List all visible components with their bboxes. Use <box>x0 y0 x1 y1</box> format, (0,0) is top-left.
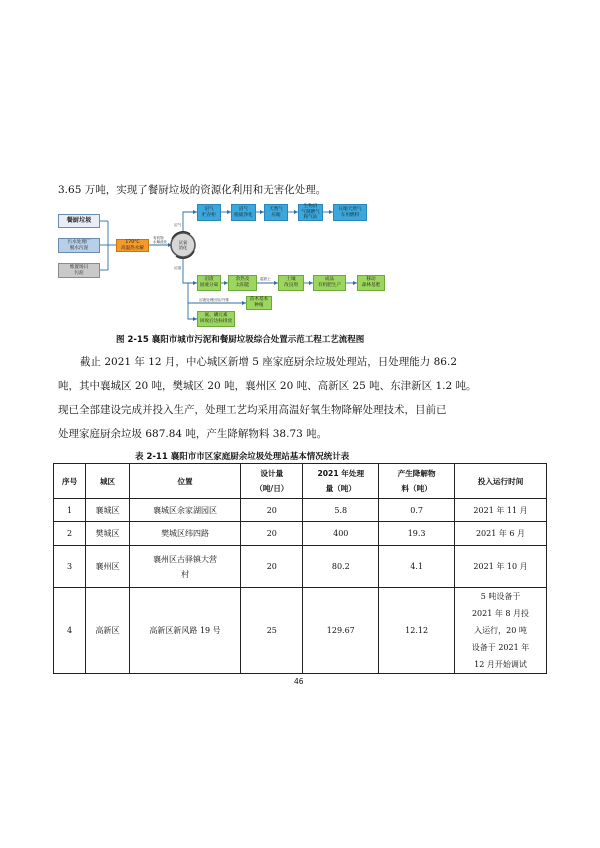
process-flowchart <box>0 0 600 340</box>
biogas-step-3: 天然气 压缩 <box>264 204 288 221</box>
biogas-step-5: 压缩天然气 车用燃料 <box>333 204 367 221</box>
hydrolysis-box: 170°C 高温热水解 <box>116 239 149 252</box>
biogas-step-1: 沼气 贮存柜 <box>197 204 221 221</box>
solid-step-4: 成品 有机肥生产 <box>313 275 346 291</box>
body-line-3: 现已全部建设完成并投入生产，处理工艺均采用高温好氧生物降解处理技术，目前已 <box>58 404 447 416</box>
cell-processed: 129.67 <box>303 588 379 674</box>
table-caption: 表 2-11 襄阳市市区家庭厨余垃圾处理站基本情况统计表 <box>135 452 350 462</box>
figure-caption: 图 2-15 襄阳市城市污泥和餐厨垃圾综合处置示范工程工艺流程图 <box>116 335 365 345</box>
header-processed: 2021 年处理 量（吨） <box>303 464 379 499</box>
cell-start-time: 5 吨设备于 2021 年 8 月投 入运行，20 吨 设备于 2021 年 12 月开始调试 <box>455 588 547 674</box>
cell-start-time: 2021 年 11 月 <box>455 499 547 522</box>
table-row <box>54 499 547 522</box>
cell-output: 19.3 <box>379 522 455 546</box>
seedling-box: 苗木基本 种植 <box>246 296 272 310</box>
cell-output: 0.7 <box>379 499 455 522</box>
cell-location: 襄州区古驿镇大营 村 <box>129 546 240 588</box>
table-row <box>54 588 547 674</box>
cell-index: 4 <box>54 588 86 674</box>
table-header-row <box>54 464 547 499</box>
intro-text: 3.65 万吨，实现了餐厨垃圾的资源化利用和无害化处理。 <box>58 184 327 196</box>
table-row <box>54 546 547 588</box>
liquid-note: 沼液处理回用/外排 <box>199 298 229 302</box>
stations-table <box>53 463 547 674</box>
cell-district: 襄州区 <box>86 546 130 588</box>
header-output: 产生降解物 料（吨） <box>379 464 455 499</box>
cell-processed: 400 <box>303 522 379 546</box>
cell-index: 3 <box>54 546 86 588</box>
body-line-1: 截止 2021 年 12 月，中心城区新增 5 座家庭厨余垃圾处理站，日处理能力 86.2 <box>80 356 458 368</box>
cell-capacity: 20 <box>241 546 303 588</box>
solid-step-5: 移动 森林基肥 <box>357 275 385 291</box>
cell-processed: 80.2 <box>303 546 379 588</box>
body-line-2: 吨，其中襄城区 20 吨，樊城区 20 吨，襄州区 20 吨、高新区 25 吨、东津新区 1.2 吨。 <box>58 380 477 392</box>
solid-step-2: 余热及 太阳能 <box>228 275 257 291</box>
body-line-4: 处理家庭厨余垃圾 687.84 吨，产生降解物料 38.73 吨。 <box>58 428 328 440</box>
header-index: 序号 <box>54 464 86 499</box>
cell-index: 1 <box>54 499 86 522</box>
cell-start-time: 2021 年 10 月 <box>455 546 547 588</box>
cell-start-time: 2021 年 6 月 <box>455 522 547 546</box>
biogas-label: 沼气 <box>174 223 182 227</box>
cell-capacity: 20 <box>241 522 303 546</box>
input-sewage-sludge: 污水处理厂 脱水污泥 <box>58 238 100 253</box>
digestate-label: 沼渣 <box>174 266 182 270</box>
page-number: 46 <box>294 677 304 686</box>
solid-step-3: 土壤 改良剂 <box>278 275 304 291</box>
cell-output: 12.12 <box>379 588 455 674</box>
cell-location: 高新区新风路 19 号 <box>129 588 240 674</box>
header-capacity: 设计量 （吨/日） <box>241 464 303 499</box>
cell-district: 襄城区 <box>86 499 130 522</box>
cell-location: 襄城区余家湖园区 <box>129 499 240 522</box>
cell-processed: 5.8 <box>303 499 379 522</box>
cell-index: 2 <box>54 522 86 546</box>
nutrient-recovery-box: 氮、磷元素 回收后达标排放 <box>197 311 235 327</box>
biogas-step-2: 沼气 脱硫净化 <box>231 204 256 221</box>
input-stockpile-sludge: 堆置场日 污泥 <box>58 263 100 278</box>
compost-note: 腐熟土 <box>260 277 271 281</box>
biogas-step-4: 生物沼 气制燃气 和气站 <box>298 204 323 221</box>
header-start-time: 投入运行时间 <box>455 464 547 499</box>
cell-district: 樊城区 <box>86 522 130 546</box>
header-district: 城区 <box>86 464 130 499</box>
cell-district: 高新区 <box>86 588 130 674</box>
cell-capacity: 20 <box>241 499 303 522</box>
digester-label: 厌氧 消化 <box>178 240 188 250</box>
hydrolysis-note: 有机物 水解液化 <box>153 236 168 244</box>
solid-step-1: 沼渣 固液分离 <box>197 275 221 291</box>
table-row <box>54 522 547 546</box>
cell-output: 4.1 <box>379 546 455 588</box>
cell-location: 樊城区纬四路 <box>129 522 240 546</box>
cell-capacity: 25 <box>241 588 303 674</box>
header-location: 位置 <box>129 464 240 499</box>
input-food-waste: 餐厨垃圾 <box>58 214 100 228</box>
